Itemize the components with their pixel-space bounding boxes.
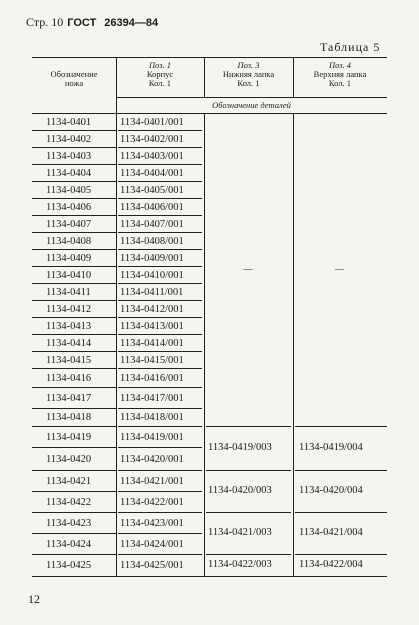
body-code: 1134-0424/001 [120,538,184,550]
header-lower-foot-line: Нижняя лапка [222,69,275,79]
row-rule [118,164,202,165]
group-rule [295,554,387,555]
body-code: 1134-0411/001 [120,286,184,298]
knife-code: 1134-0417 [46,392,92,404]
body-code: 1134-0416/001 [120,372,184,384]
row-rule [118,447,202,448]
knife-code: 1134-0424 [46,538,92,550]
knife-code: 1134-0407 [46,218,92,230]
body-code: 1134-0406/001 [120,201,184,213]
row-rule [32,491,116,492]
row-rule [118,491,202,492]
header-knife-text: Обозначение ножа [50,69,98,88]
row-rule [32,512,116,513]
row-rule [118,266,202,267]
body-code: 1134-0417/001 [120,392,184,404]
header-lower-foot-line: Поз. 3 [237,60,260,70]
row-rule [32,533,116,534]
group-rule [295,426,387,427]
row-rule [118,334,202,335]
upper-foot-none: — [335,263,344,274]
knife-code: 1134-0411 [46,286,91,298]
body-code: 1134-0419/001 [120,431,184,443]
knife-code: 1134-0405 [46,184,92,196]
lower-foot-code: 1134-0420/003 [208,485,272,496]
row-rule [32,368,116,369]
knife-code: 1134-0403 [46,150,92,162]
body-code: 1134-0405/001 [120,184,184,196]
upper-foot-code: 1134-0422/004 [299,559,363,570]
header-upper-foot-line: Верхняя лапка [313,69,367,79]
row-rule [32,215,116,216]
row-rule [118,317,202,318]
standard-label: ГОСТ [67,17,97,29]
row-rule [118,215,202,216]
col-separator [293,113,294,576]
knife-code: 1134-0415 [46,354,92,366]
upper-foot-code: 1134-0421/004 [299,527,363,538]
row-rule [118,232,202,233]
body-code: 1134-0414/001 [120,337,184,349]
knife-code: 1134-0419 [46,431,92,443]
knife-code: 1134-0413 [46,320,92,332]
header-upper-foot-line: Поз. 4 [328,60,352,70]
page-label: Стр. 10 [26,15,64,29]
row-rule [118,300,202,301]
table-top-border [32,57,387,58]
body-code: 1134-0425/001 [120,560,184,571]
knife-code: 1134-0412 [46,303,92,315]
group-rule [206,512,291,513]
upper-foot-code: 1134-0420/004 [299,485,363,496]
header-body [116,61,204,88]
row-rule [32,164,116,165]
row-rule [32,447,116,448]
standard-number: 26394—84 [104,17,159,29]
knife-code: 1134-0406 [46,201,92,213]
row-rule [118,554,202,555]
row-rule [32,334,116,335]
page-header [26,15,158,30]
knife-code: 1134-0420 [46,453,92,465]
header-body-line: Корпус [146,69,174,79]
row-rule [32,147,116,148]
group-rule [295,512,387,513]
header-body-line: Поз. 1 [148,60,172,70]
body-code: 1134-0403/001 [120,150,184,162]
knife-code: 1134-0421 [46,475,92,487]
group-rule [206,554,291,555]
row-rule [32,198,116,199]
row-rule [32,283,116,284]
body-code: 1134-0408/001 [120,235,184,247]
group-rule [295,470,387,471]
body-code: 1134-0402/001 [120,133,184,145]
upper-foot-code: 1134-0419/004 [299,442,363,453]
table-caption: Таблица 5 [320,40,381,54]
row-rule [118,130,202,131]
body-code: 1134-0421/001 [120,475,184,487]
body-code: 1134-0404/001 [120,167,184,179]
row-rule [118,470,202,471]
row-rule [118,147,202,148]
row-rule [32,317,116,318]
lower-foot-code: 1134-0419/003 [208,442,272,453]
row-rule [32,470,116,471]
header-upper-foot-line: Кол. 1 [328,78,352,88]
body-code: 1134-0413/001 [120,320,184,332]
row-rule [118,387,202,388]
row-rule [32,181,116,182]
row-rule [32,130,116,131]
row-rule [118,198,202,199]
body-code: 1134-0423/001 [120,517,184,529]
group-rule [206,470,291,471]
body-code: 1134-0412/001 [120,303,184,315]
knife-code: 1134-0414 [46,337,92,349]
body-code: 1134-0415/001 [120,354,184,366]
body-code: 1134-0407/001 [120,218,184,230]
row-rule [118,351,202,352]
col-separator [204,113,205,576]
row-rule [32,387,116,388]
body-code: 1134-0418/001 [120,412,184,423]
body-code: 1134-0410/001 [120,269,184,281]
row-rule [32,266,116,267]
knife-code: 1134-0404 [46,167,92,179]
sub-header-divider [32,113,387,114]
header-lower-foot [204,61,293,88]
lower-foot-code: 1134-0422/003 [208,559,272,570]
body-code: 1134-0422/001 [120,496,184,508]
page-number: 12 [28,592,40,606]
knife-code: 1134-0402 [46,133,92,145]
lower-foot-none: — [243,263,253,274]
row-rule [32,351,116,352]
col-separator [116,57,117,576]
parts-table [32,57,387,584]
row-rule [32,426,116,427]
row-rule [32,408,116,409]
row-rule [118,368,202,369]
row-rule [118,181,202,182]
header-lower-foot-line: Кол. 1 [237,78,260,88]
body-code: 1134-0420/001 [120,453,184,465]
lower-foot-code: 1134-0421/003 [208,527,272,538]
group-rule [206,426,291,427]
body-code: 1134-0409/001 [120,252,184,264]
knife-code: 1134-0422 [46,496,92,508]
knife-code: 1134-0401 [46,116,92,128]
header-knife [32,70,116,88]
knife-code: 1134-0408 [46,235,92,247]
header-divider [116,97,387,98]
row-rule [118,533,202,534]
row-rule [118,408,202,409]
row-rule [118,426,202,427]
header-body-line: Кол. 1 [148,78,172,88]
row-rule [32,554,116,555]
knife-code: 1134-0418 [46,412,92,423]
header-upper-foot [293,61,387,88]
knife-code: 1134-0423 [46,517,92,529]
knife-code: 1134-0410 [46,269,92,281]
table-bottom-border [32,576,387,577]
knife-code: 1134-0409 [46,252,92,264]
row-rule [32,249,116,250]
row-rule [118,249,202,250]
row-rule [118,512,202,513]
row-rule [118,283,202,284]
row-rule [32,300,116,301]
row-rule [32,232,116,233]
knife-code: 1134-0416 [46,372,92,384]
body-code: 1134-0401/001 [120,116,184,128]
sub-header: Обозначение деталей [212,100,291,110]
knife-code: 1134-0425 [46,560,92,571]
